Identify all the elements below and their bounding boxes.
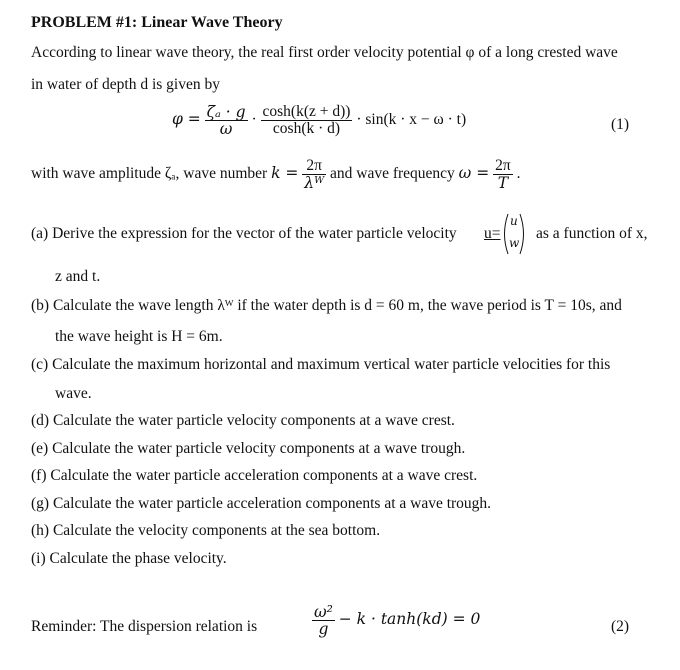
fraction-denominator: g [318,620,329,638]
multiply-dot: · [251,111,257,129]
definitions-middle: and wave frequency [330,165,455,183]
velocity-vector-label: u= [484,225,501,242]
fraction-denominator: λᵂ [304,174,325,192]
phi-lhs: φ = [172,110,201,129]
definitions-end: . [516,165,521,183]
dispersion-tail: − k · tanh(kd) = 0 [338,610,481,629]
item-f: (f) Calculate the water particle acceleration components at a wave crest. [31,467,478,484]
item-e: (e) Calculate the water particle velocity components at a wave trough. [31,440,466,457]
dispersion-relation [312,604,480,637]
item-a-text: (a) Derive the expression for the vector of the water particle velocity [31,225,457,242]
item-c-line-2: wave. [55,385,92,402]
fraction-omega-squared-over-g [312,604,335,637]
velocity-vector [500,212,528,256]
fraction-denominator: ω [219,120,233,138]
fraction-cosh [261,104,353,137]
sine-term: · sin(k · x − ω · t) [356,111,467,129]
item-b-line-2: the wave height is H = 6m. [55,328,223,345]
fraction-amplitude-g-over-omega [205,104,248,137]
omega-lhs: ω = [458,164,490,183]
item-b-line-1: (b) Calculate the wave length λᵂ if the water depth is d = 60 m, the wave period is T = 10s, and [31,297,622,314]
equation-1-number: (1) [611,116,630,133]
intro-line-1: According to linear wave theory, the real first order velocity potential φ of a long crested wave [31,44,618,61]
fraction-numerator: ω² [314,603,333,621]
definitions-line [31,158,520,191]
equation-1 [172,104,466,137]
k-lhs: k = [271,164,299,183]
fraction-numerator: cosh(k(z + d)) [262,103,351,120]
vector-top-u: u [510,214,518,228]
problem-title: PROBLEM #1: Linear Wave Theory [31,14,283,31]
item-i: (i) Calculate the phase velocity. [31,550,227,567]
fraction-wave-number [302,158,326,191]
item-h: (h) Calculate the velocity components at the sea bottom. [31,522,381,539]
intro-line-2: in water of depth d is given by [31,76,220,93]
equation-2-number: (2) [611,618,630,635]
fraction-denominator: T [497,174,509,192]
fraction-wave-frequency [493,158,513,191]
item-a-tail: as a function of x, [536,225,648,242]
item-a-line-2: z and t. [55,268,101,285]
definitions-prefix: with wave amplitude ζₐ, wave number [31,165,268,183]
fraction-denominator: cosh(k · d) [272,120,341,137]
item-c-line-1: (c) Calculate the maximum horizontal and maximum vertical water particle velocities for this [31,356,611,373]
fraction-numerator: 2π [302,158,326,175]
item-d: (d) Calculate the water particle velocity components at a wave crest. [31,412,455,429]
vector-bottom-w: w [509,236,520,250]
reminder-text: Reminder: The dispersion relation is [31,618,258,635]
fraction-numerator: ζₐ · g [206,103,246,121]
item-g: (g) Calculate the water particle acceleration components at a wave trough. [31,495,492,512]
fraction-numerator: 2π [495,157,511,174]
